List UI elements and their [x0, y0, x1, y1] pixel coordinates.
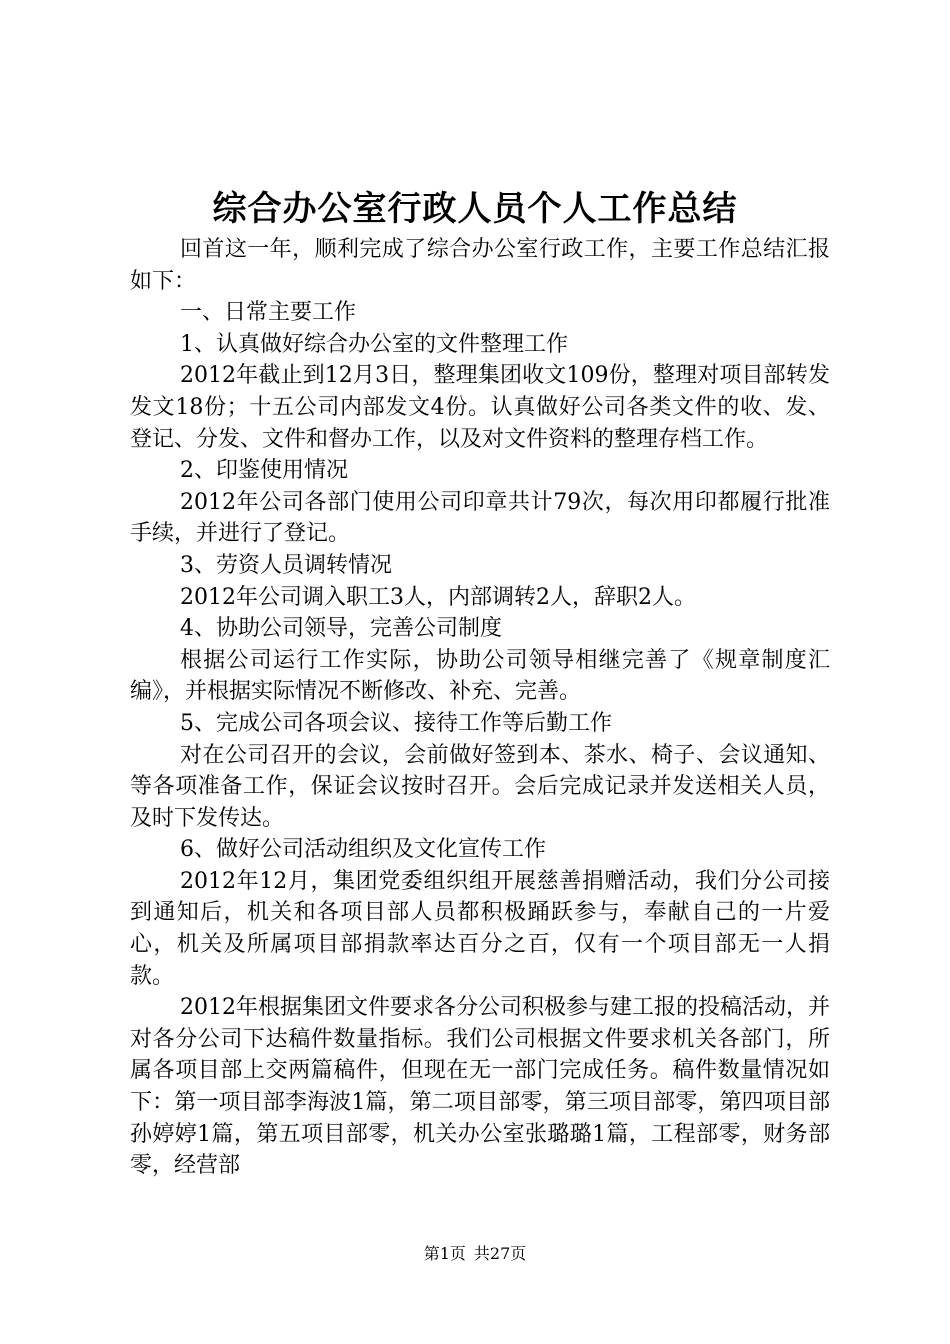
subheading-staff-transfer: 3、劳资人员调转情况	[180, 552, 392, 578]
subheading-company-system: 4、协助公司领导，完善公司制度	[180, 616, 502, 642]
paragraph-company-system: 根据公司运行工作实际，协助公司领导相继完善了《规章制度汇编》，并根据实际情况不断修改、补充、完善。	[130, 647, 830, 705]
paragraph-charity-activity: 2012年12月，集团党委组织组开展慈善捐赠活动，我们分公司接到通知后，机关和各项目部人员都积极踊跃参与，奉献自己的一片爱心，机关及所属项目部捐款率达百分之百，仅有一个项目部无一人捐款。	[130, 868, 830, 989]
page-number: 第1页	[423, 1244, 466, 1263]
page-footer	[0, 1242, 950, 1266]
section-heading-daily-work: 一、日常主要工作	[180, 300, 357, 326]
total-pages: 共27页	[473, 1244, 527, 1263]
paragraph-intro: 回首这一年，顺利完成了综合办公室行政工作，主要工作总结汇报如下：	[130, 237, 830, 294]
paragraph-staff-transfer: 2012年公司调入职工3人，内部调转2人，辞职2人。	[180, 584, 696, 610]
paragraph-file-management: 2012年截止到12月3日，整理集团收文109份，整理对项目部转发发文18份；十五公司内部发文4份。认真做好公司各类文件的收、发、登记、分发、文件和督办工作，以及对文件资料的整理存档工作。	[130, 363, 830, 452]
paragraph-seal-usage: 2012年公司各部门使用公司印章共计79次，每次用印都履行批准手续，并进行了登记。	[130, 489, 830, 547]
paragraph-article-submission: 2012年根据集团文件要求各分公司积极参与建工报的投稿活动，并对各分公司下达稿件数量指标。我们公司根据文件要求机关各部门，所属各项目部上交两篇稿件，但现在无一部门完成任务。稿件数量情况如下：第一项目部李海波1篇，第二项目部零，第三项目部零，第四项目部孙婷婷1篇，第五项目部零，机关办公室张璐璐1篇，工程部零，财务部零，经营部	[130, 995, 830, 1179]
document-title: 综合办公室行政人员个人工作总结	[212, 189, 738, 229]
subheading-activities-publicity: 6、做好公司活动组织及文化宣传工作	[180, 837, 546, 863]
subheading-seal-usage: 2、印鉴使用情况	[180, 458, 348, 484]
document-body	[130, 234, 830, 1182]
subheading-file-management: 1、认真做好综合办公室的文件整理工作	[180, 331, 568, 357]
subheading-meetings-logistics: 5、完成公司各项会议、接待工作等后勤工作	[180, 710, 612, 736]
paragraph-meetings-logistics: 对在公司召开的会议，会前做好签到本、茶水、椅子、会议通知、等各项准备工作，保证会议按时召开。会后完成记录并发送相关人员，及时下发传达。	[130, 742, 830, 831]
